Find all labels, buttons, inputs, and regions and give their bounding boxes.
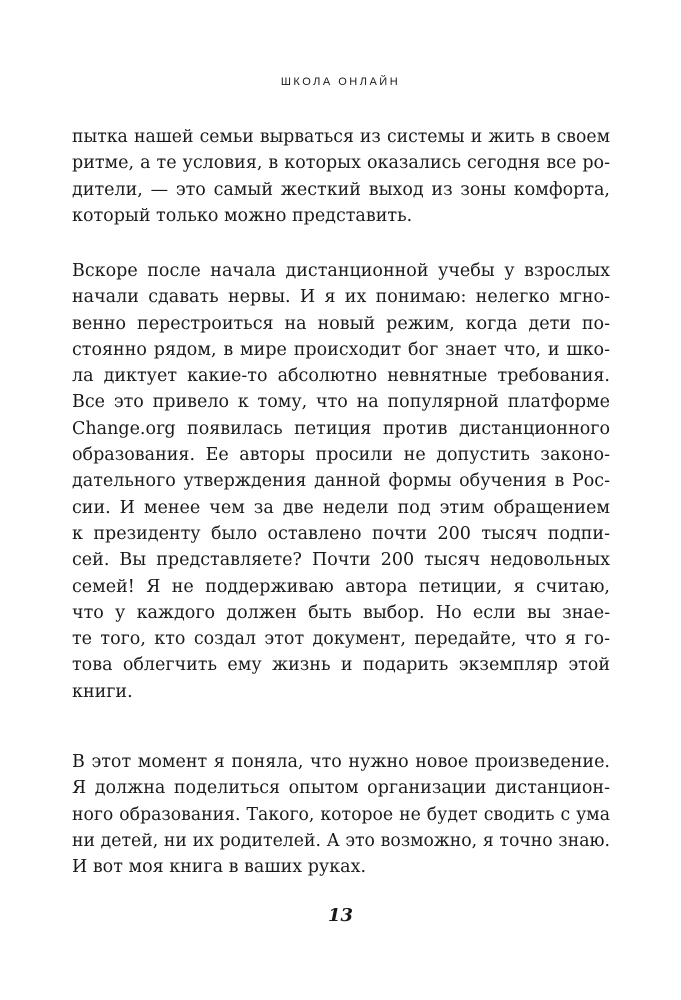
text-line: И вот моя книга в ваших руках. (72, 857, 367, 878)
paragraph-1 (72, 124, 610, 229)
text-line: который только можно представить. (72, 205, 413, 226)
text-line: Change.org появилась петиция против дистанционного (72, 418, 610, 439)
text-line: дители, — это самый жесткий выход из зоны комфорта, (72, 179, 610, 200)
text-line: това облегчить ему жизнь и подарить экземпляр этой (72, 655, 610, 676)
text-line: те того, кто создал этот документ, передайте, что я го- (72, 629, 610, 650)
text-line: сей. Вы представляете? Почти 200 тысяч недовольных (72, 550, 610, 571)
text-line: Все это привело к тому, что на популярной платформе (72, 392, 610, 413)
text-line: дательного утверждения данной формы обучения в Рос- (72, 471, 610, 492)
text-line: образования. Ее авторы просили не допустить законо- (72, 445, 610, 466)
text-line: начали сдавать нервы. И я их понимаю: нелегко мгно- (72, 287, 610, 308)
text-line: В этот момент я поняла, что нужно новое произведение. (72, 752, 610, 772)
text-line: ного образования. Такого, которое не будет сводить с ума (72, 804, 610, 825)
text-line: пытка нашей семьи вырваться из системы и жить в своем (72, 127, 610, 147)
running-head: ШКОЛА ОНЛАЙН (280, 76, 401, 88)
text-line: к президенту было оставлено почти 200 тысяч подпи- (72, 523, 610, 544)
text-line: венно перестроиться на новый режим, когда дети по- (72, 313, 610, 334)
text-line: ла диктует какие-то абсолютно невнятные требования. (72, 366, 610, 387)
paragraph-2 (72, 258, 610, 705)
text-line: Вскоре после начала дистанционной учебы у взрослых (72, 261, 610, 281)
page-number: 13 (327, 905, 354, 926)
text-line: книги. (72, 681, 133, 702)
paragraph-3 (72, 749, 610, 880)
text-line: сии. И менее чем за две недели под этим обращением (72, 497, 610, 518)
text-line: что у каждого должен быть выбор. Но если вы знае- (72, 602, 610, 623)
text-line: Я должна поделиться опытом организации дистанцион- (72, 778, 610, 799)
text-line: стоянно рядом, в мире происходит бог знает что, и шко- (72, 339, 610, 360)
text-line: ни детей, ни их родителей. А это возможно, я точно знаю. (72, 830, 610, 851)
text-line: ритме, а те условия, в которых оказались сегодня все ро- (72, 153, 610, 174)
text-line: семей! Я не поддерживаю автора петиции, я считаю, (72, 576, 610, 597)
